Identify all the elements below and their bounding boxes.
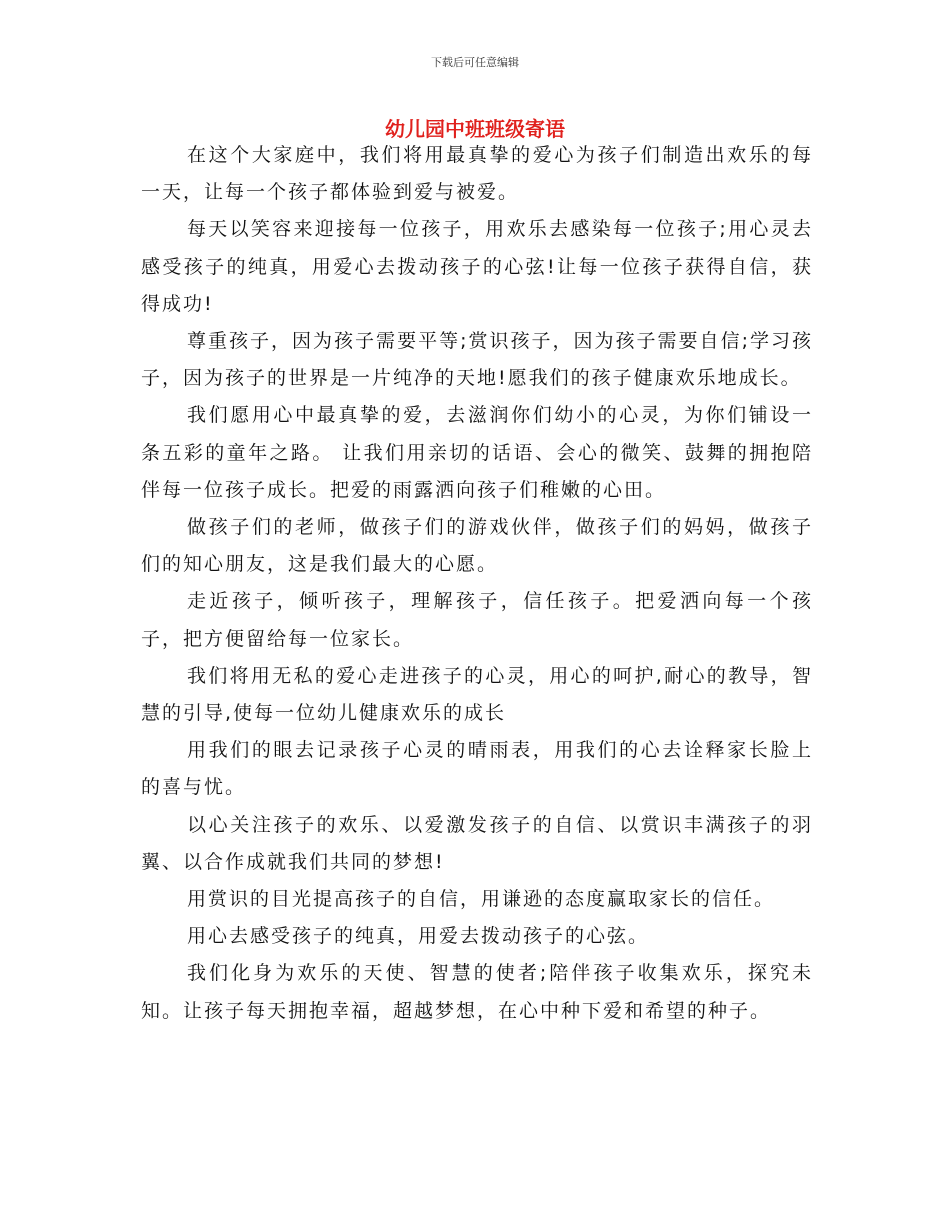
paragraph: 走近孩子，倾听孩子，理解孩子，信任孩子。把爱洒向每一个孩子，把方便留给每一位家长。	[141, 590, 813, 650]
paragraph: 我们将用无私的爱心走进孩子的心灵，用心的呵护,耐心的教导，智慧的引导,使每一位幼儿健康欢乐的成长	[141, 664, 813, 725]
paragraph: 我们愿用心中最真挚的爱，去滋润你们幼小的心灵，为你们铺设一条五彩的童年之路。 让我们用亲切的话语、会心的微笑、鼓舞的拥抱陪伴每一位孩子成长。把爱的雨露洒向孩子们稚嫩的心田。	[141, 404, 813, 501]
paragraph: 每天以笑容来迎接每一位孩子，用欢乐去感染每一位孩子;用心灵去感受孩子的纯真，用爱心去拨动孩子的心弦!让每一位孩子获得自信，获得成功!	[141, 218, 813, 315]
document-title: 幼儿园中班班级寄语	[385, 117, 565, 141]
paragraph: 尊重孩子，因为孩子需要平等;赏识孩子，因为孩子需要自信;学习孩子，因为孩子的世界是一片纯净的天地!愿我们的孩子健康欢乐地成长。	[141, 330, 813, 390]
paragraph: 用心去感受孩子的纯真，用爱去拨动孩子的心弦。	[187, 925, 650, 948]
paragraph: 用赏识的目光提高孩子的自信，用谦逊的态度赢取家长的信任。	[187, 888, 776, 911]
paragraph: 在这个大家庭中，我们将用最真挚的爱心为孩子们制造出欢乐的每一天，让每一个孩子都体验到爱与被爱。	[141, 144, 813, 204]
paragraph: 以心关注孩子的欢乐、以爱激发孩子的自信、以赏识丰满孩子的羽翼、以合作成就我们共同的梦想!	[141, 813, 813, 873]
header-note: 下载后可任意编辑	[431, 56, 519, 69]
paragraph: 用我们的眼去记录孩子心灵的晴雨表，用我们的心去诠释家长脸上的喜与忧。	[141, 739, 813, 799]
paragraph: 我们化身为欢乐的天使、智慧的使者;陪伴孩子收集欢乐，探究未知。让孩子每天拥抱幸福，超越梦想，在心中种下爱和希望的种子。	[141, 962, 813, 1022]
paragraph: 做孩子们的老师，做孩子们的游戏伙伴，做孩子们的妈妈，做孩子们的知心朋友，这是我们最大的心愿。	[141, 516, 813, 576]
document-body	[141, 137, 813, 1030]
